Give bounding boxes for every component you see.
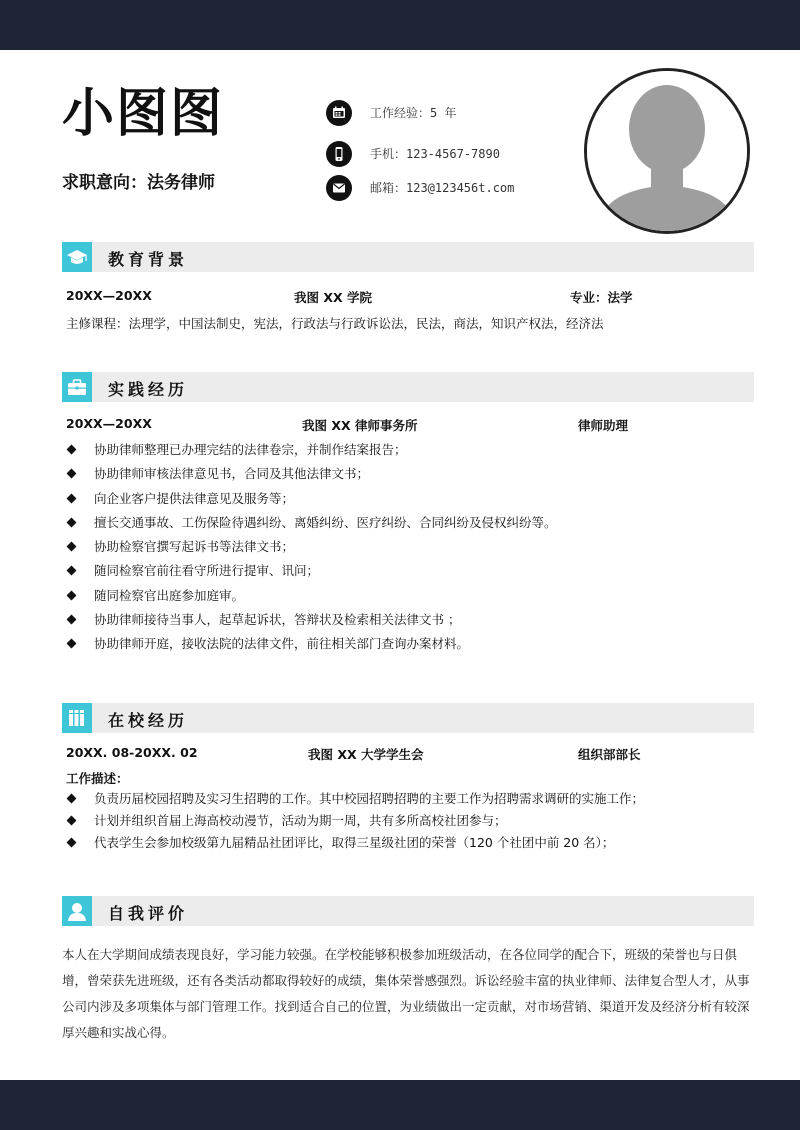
campus-list	[66, 789, 644, 855]
list-item: 协助律师审核法律意见书，合同及其他法律文书；	[66, 464, 557, 488]
books-icon	[62, 703, 92, 733]
experience-text: 工作经验：5 年	[370, 106, 457, 120]
campus-org: 我图 XX 大学学生会	[308, 747, 424, 762]
list-item: 协助检察官撰写起诉书等法律文书；	[66, 537, 557, 561]
calendar-icon	[326, 100, 352, 126]
graduation-cap-icon	[62, 242, 92, 272]
list-item: 随同检察官前往看守所进行提审、讯问；	[66, 561, 557, 585]
practice-role: 律师助理	[578, 418, 629, 433]
contact-experience	[326, 100, 586, 128]
education-school: 我图 XX 学院	[294, 290, 372, 305]
self-evaluation-text: 本人在大学期间成绩表现良好，学习能力较强。在学校能够积极参加班级活动，在各位同学的配合下，班级的荣誉也与日俱增，曾荣获先进班级，还有各类活动都取得较好的成绩，集体荣誉感强烈。诉讼经验丰富的执业律师、法律复合型人才，从事公司内涉及多项集体与部门管理工作。找到适合自己的位置，为业绩做出一定贡献，对市场营销、渠道开发及经济分析有较深厚兴趣和实战心得。	[62, 947, 750, 1040]
campus-period: 20XX. 08-20XX. 02	[66, 745, 198, 760]
list-item: 随同检察官出庭参加庭审。	[66, 586, 557, 610]
contact-email	[326, 175, 586, 203]
phone-icon	[326, 141, 352, 167]
list-item: 擅长交通事故、工伤保险待遇纠纷、离婚纠纷、医疗纠纷、合同纠纷及侵权纠纷等。	[66, 513, 557, 537]
section-practice-header	[62, 372, 754, 402]
practice-period: 20XX—20XX	[66, 416, 152, 431]
section-title: 实践经历	[108, 380, 189, 399]
education-major: 专业：法学	[570, 290, 633, 305]
practice-list	[66, 440, 557, 659]
list-item: 向企业客户提供法律意见及服务等；	[66, 489, 557, 513]
bottom-bar	[0, 1080, 800, 1130]
mail-icon	[326, 175, 352, 201]
phone-text: 手机：123-4567-7890	[370, 147, 500, 161]
practice-org: 我图 XX 律师事务所	[302, 418, 418, 433]
list-item: 负责历届校园招聘及实习生招聘的工作。其中校园招聘招聘的主要工作为招聘需求调研的实施工作；	[66, 789, 644, 811]
email-text: 邮箱：123@123456t.com	[370, 181, 515, 195]
section-title: 教育背景	[108, 250, 189, 269]
campus-role: 组织部部长	[578, 747, 641, 762]
education-period: 20XX—20XX	[66, 288, 152, 303]
list-item: 协助律师开庭，接收法院的法律文件，前往相关部门查询办案材料。	[66, 634, 557, 658]
section-title: 在校经历	[108, 711, 189, 730]
top-bar	[0, 0, 800, 50]
education-courses: 主修课程：法理学，中国法制史，宪法，行政法与行政诉讼法，民法，商法，知识产权法，经济法	[66, 316, 604, 331]
campus-desc-label: 工作描述：	[66, 771, 129, 786]
avatar	[584, 68, 750, 234]
contact-phone	[326, 141, 586, 169]
list-item: 协助律师接待当事人，起草起诉状，答辩状及检索相关法律文书 ；	[66, 610, 557, 634]
list-item: 代表学生会参加校级第九届精品社团评比，取得三星级社团的荣誉（120 个社团中前 20 名）；	[66, 833, 644, 855]
avatar-silhouette-icon	[587, 71, 747, 231]
section-title: 自我评价	[108, 904, 189, 923]
section-education-header	[62, 242, 754, 272]
candidate-name: 小图图	[62, 84, 225, 144]
briefcase-icon	[62, 372, 92, 402]
user-icon	[62, 896, 92, 926]
section-campus-header	[62, 703, 754, 733]
list-item: 计划并组织首届上海高校动漫节，活动为期一周，共有多所高校社团参与；	[66, 811, 644, 833]
job-objective: 求职意向：法务律师	[62, 173, 215, 193]
list-item: 协助律师整理已办理完结的法律卷宗，并制作结案报告；	[66, 440, 557, 464]
section-self-header	[62, 896, 754, 926]
